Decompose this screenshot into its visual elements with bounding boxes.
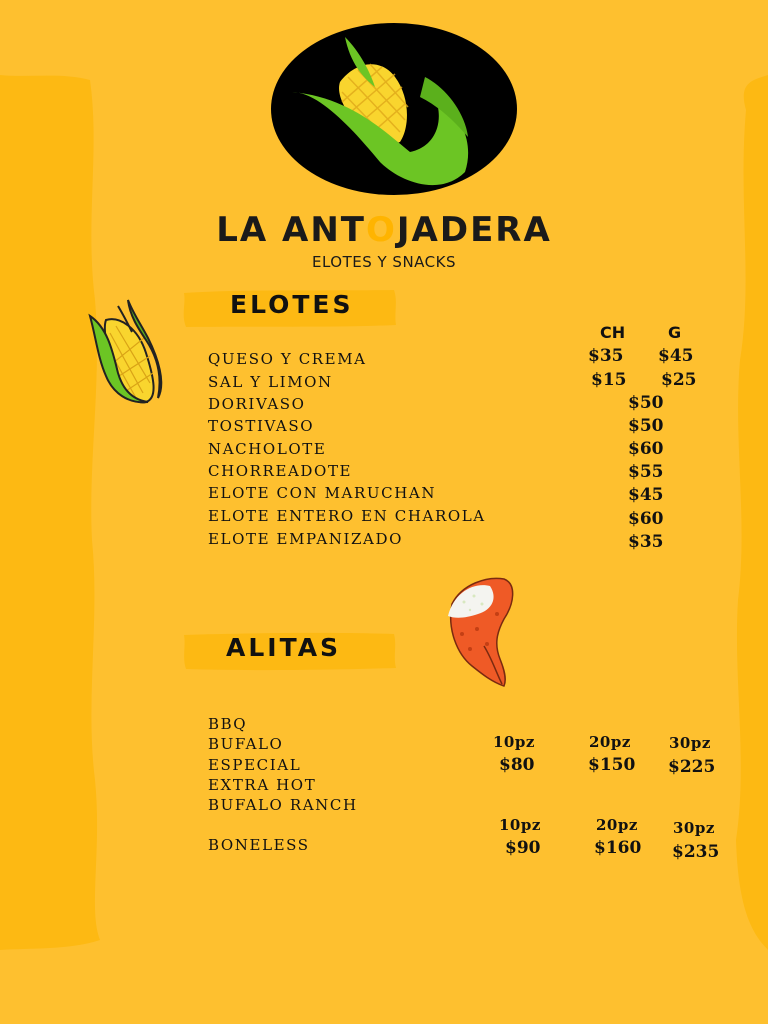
boneless-price: $235 <box>672 842 720 862</box>
chicken-wing-icon <box>442 574 522 690</box>
flavor-item: BUFALO RANCH <box>208 796 358 814</box>
item-price: $50 <box>628 393 664 413</box>
logo-corn-icon <box>270 22 518 197</box>
item-price-ch: $35 <box>588 346 624 366</box>
boneless-item: BONELESS <box>208 836 310 854</box>
flavor-item: BBQ <box>208 715 248 733</box>
menu-item: DORIVASO <box>208 395 306 413</box>
boneless-price: $160 <box>594 838 642 858</box>
menu-item: NACHOLOTE <box>208 440 327 458</box>
wing-price: $80 <box>499 755 535 775</box>
menu-item: TOSTIVASO <box>208 417 315 435</box>
size-label: 20pz <box>596 816 638 834</box>
menu-item: ELOTE ENTERO EN CHAROLA <box>208 507 486 525</box>
item-price-g: $45 <box>658 346 694 366</box>
size-label: 30pz <box>673 819 715 837</box>
flavor-item: BUFALO <box>208 735 284 753</box>
flavor-item: ESPECIAL <box>208 756 302 774</box>
right-edge-decoration <box>708 0 768 1024</box>
item-price: $60 <box>628 509 664 529</box>
column-header-ch: CH <box>600 323 626 342</box>
item-price: $50 <box>628 416 664 436</box>
item-price-g: $25 <box>661 370 697 390</box>
item-price: $60 <box>628 439 664 459</box>
menu-item: QUESO Y CREMA <box>208 350 367 368</box>
size-label: 10pz <box>493 733 535 751</box>
alitas-heading: ALITAS <box>226 633 342 662</box>
menu-item: CHORREADOTE <box>208 462 353 480</box>
size-label: 20pz <box>589 733 631 751</box>
size-label: 10pz <box>499 816 541 834</box>
flavor-item: EXTRA HOT <box>208 776 317 794</box>
item-price-ch: $15 <box>591 370 627 390</box>
restaurant-subtitle: ELOTES Y SNACKS <box>311 253 457 271</box>
menu-item: ELOTE CON MARUCHAN <box>208 484 437 502</box>
elotes-heading: ELOTES <box>230 290 354 319</box>
restaurant-title: LA ANTOJADERA <box>216 210 552 250</box>
column-header-g: G <box>668 323 682 342</box>
item-price: $35 <box>628 532 664 552</box>
item-price: $45 <box>628 485 664 505</box>
left-edge-decoration <box>0 0 110 1024</box>
boneless-price: $90 <box>505 838 541 858</box>
wing-price: $225 <box>668 757 716 777</box>
menu-item: ELOTE EMPANIZADO <box>208 530 404 548</box>
wing-price: $150 <box>588 755 636 775</box>
item-price: $55 <box>628 462 664 482</box>
menu-item: SAL Y LIMON <box>208 373 333 391</box>
size-label: 30pz <box>669 734 711 752</box>
corn-icon <box>88 298 170 406</box>
